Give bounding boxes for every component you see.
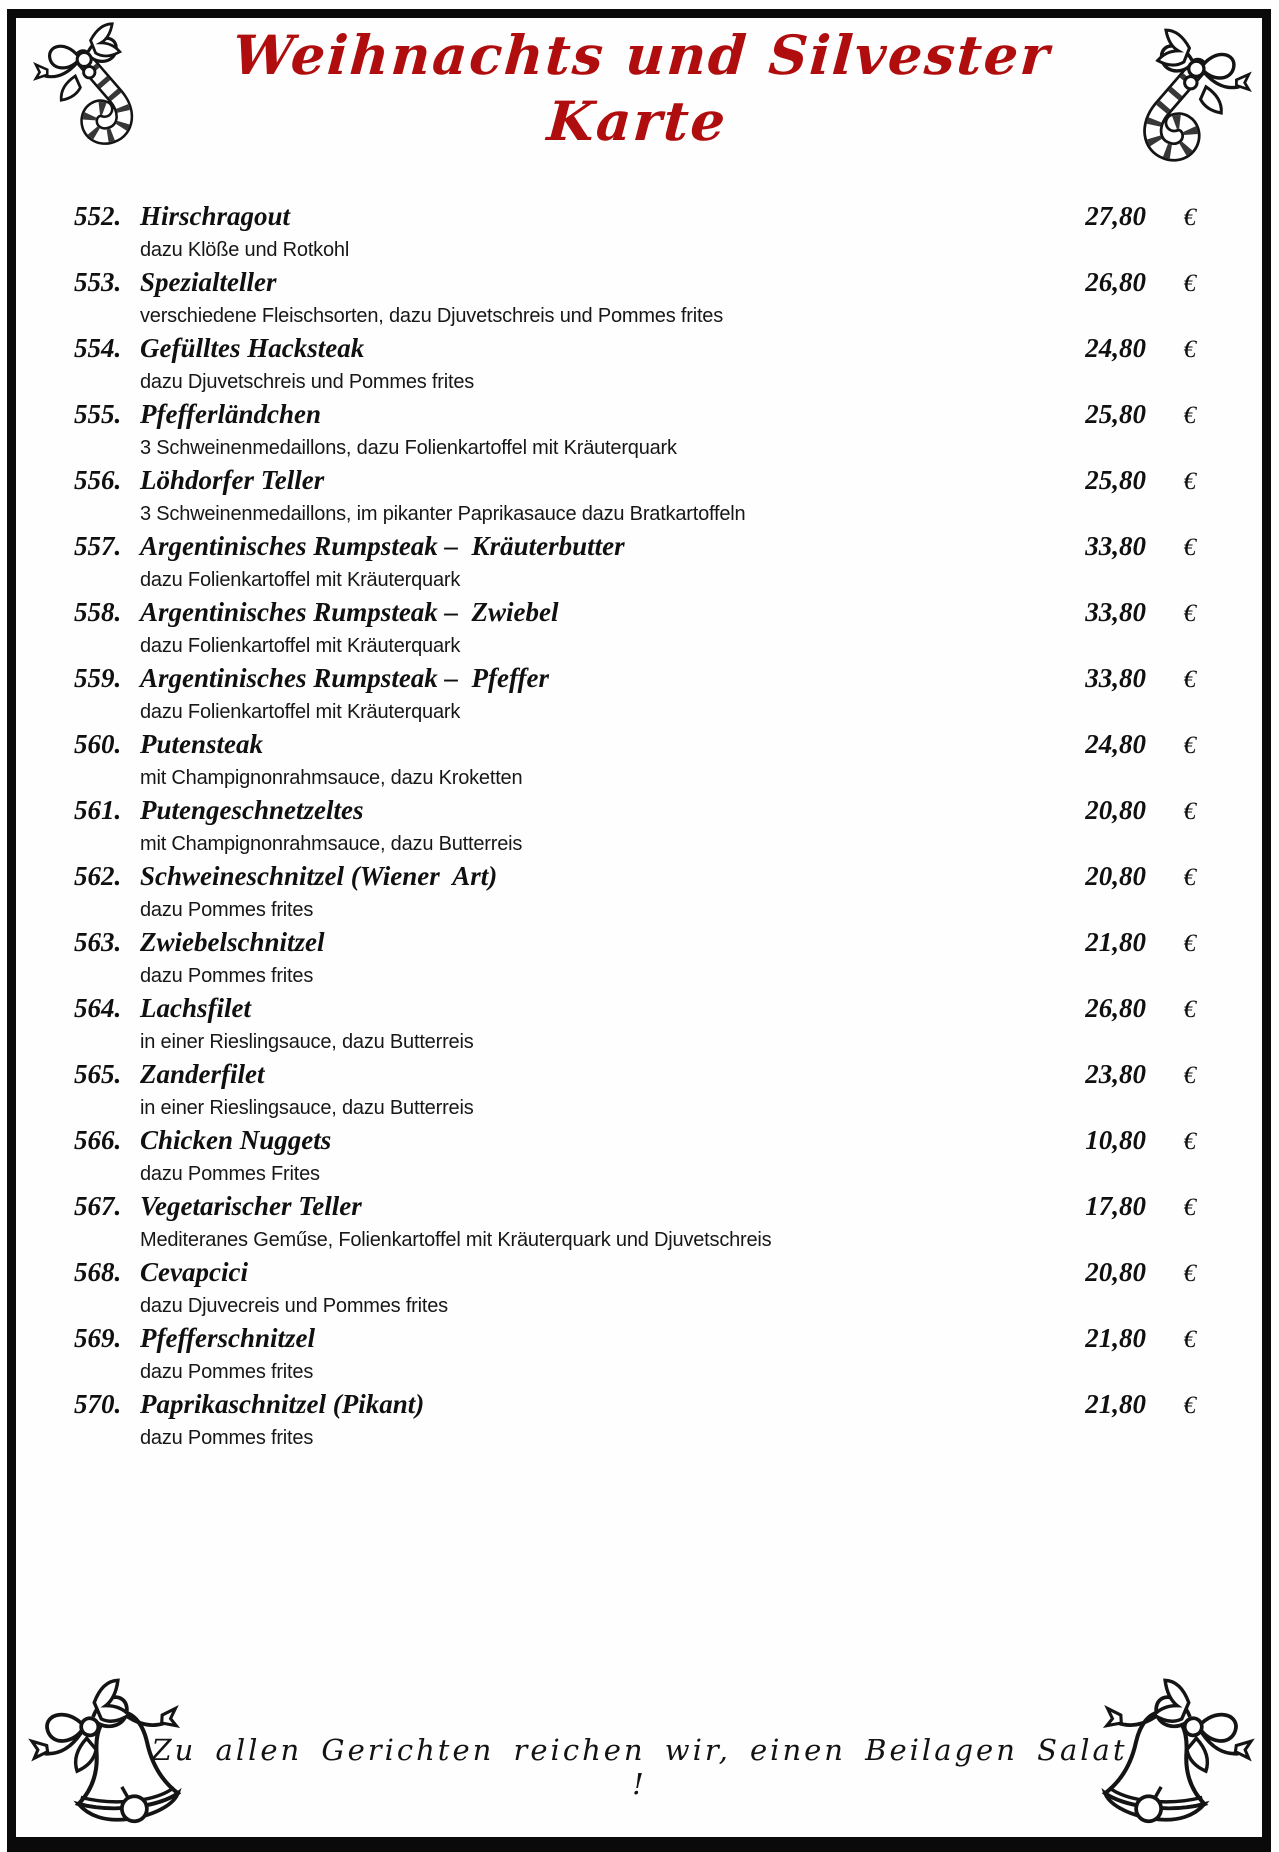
euro-sign: € [1183, 600, 1196, 627]
euro-sign: € [1183, 1128, 1196, 1155]
bell-icon [1068, 1678, 1263, 1834]
item-number: 570. [74, 1389, 122, 1419]
item-number: 556. [74, 465, 122, 495]
euro-sign: € [1183, 204, 1196, 231]
menu-item [74, 398, 1196, 464]
item-description: dazu Djuvetschreis und Pommes frites [140, 371, 475, 393]
item-name: Spezialteller [140, 267, 277, 297]
item-number: 561. [74, 795, 122, 825]
item-description: dazu Pommes frites [140, 1361, 314, 1383]
menu-item [74, 266, 1196, 332]
item-description: in einer Rieslingsauce, dazu Butterreis [140, 1097, 474, 1119]
menu-item [74, 1058, 1196, 1124]
item-price: 21,80 [1085, 927, 1146, 957]
menu-item [74, 794, 1196, 860]
euro-sign: € [1183, 468, 1196, 495]
menu-item [74, 1190, 1196, 1256]
item-price: 17,80 [1085, 1191, 1146, 1221]
item-name: Zwiebelschnitzel [140, 927, 325, 957]
item-number: 565. [74, 1059, 122, 1089]
item-number: 557. [74, 531, 122, 561]
item-number: 558. [74, 597, 122, 627]
item-name: Argentinisches Rumpsteak – Pfeffer [140, 663, 550, 693]
item-number: 566. [74, 1125, 122, 1155]
item-name: Gefülltes Hacksteak [140, 333, 365, 363]
euro-sign: € [1183, 1260, 1196, 1287]
menu-item [74, 1388, 1196, 1454]
item-name: Argentinisches Rumpsteak – Zwiebel [140, 597, 559, 627]
item-number: 564. [74, 993, 122, 1023]
euro-sign: € [1183, 798, 1196, 825]
item-description: dazu Folienkartoffel mit Kräuterquark [140, 701, 461, 723]
item-description: 3 Schweinenmedaillons, im pikanter Paprikasauce dazu Bratkartoffeln [140, 503, 746, 525]
item-number: 562. [74, 861, 122, 891]
item-name: Chicken Nuggets [140, 1125, 332, 1155]
item-description: dazu Klöße und Rotkohl [140, 239, 350, 261]
menu-item [74, 530, 1196, 596]
menu-item [74, 1124, 1196, 1190]
euro-sign: € [1183, 1392, 1196, 1419]
item-name: Pfefferländchen [140, 399, 321, 429]
item-description: dazu Folienkartoffel mit Kräuterquark [140, 569, 461, 591]
item-description: 3 Schweinenmedaillons, dazu Folienkartoffel mit Kräuterquark [140, 437, 677, 459]
item-name: Löhdorfer Teller [140, 465, 325, 495]
item-number: 563. [74, 927, 122, 957]
euro-sign: € [1183, 1194, 1196, 1221]
menu-item [74, 992, 1196, 1058]
euro-sign: € [1183, 336, 1196, 363]
item-name: Lachsfilet [140, 993, 251, 1023]
menu-item [74, 464, 1196, 530]
item-price: 25,80 [1085, 465, 1146, 495]
item-price: 27,80 [1085, 201, 1146, 231]
euro-sign: € [1183, 534, 1196, 561]
euro-sign: € [1183, 864, 1196, 891]
bell-icon [20, 1678, 215, 1834]
menu-item [74, 596, 1196, 662]
item-name: Putengeschnetzeltes [140, 795, 364, 825]
item-name: Hirschragout [140, 201, 291, 231]
item-name: Pfefferschnitzel [140, 1323, 315, 1353]
page-title: Weihnachts und Silvester Karte [230, 23, 1053, 153]
item-price: 25,80 [1085, 399, 1146, 429]
item-description: dazu Pommes frites [140, 965, 314, 987]
item-number: 568. [74, 1257, 122, 1287]
item-name: Cevapcici [140, 1257, 248, 1287]
menu-item [74, 662, 1196, 728]
item-price: 26,80 [1085, 993, 1146, 1023]
item-description: in einer Rieslingsauce, dazu Butterreis [140, 1031, 474, 1053]
euro-sign: € [1183, 270, 1196, 297]
item-price: 20,80 [1085, 795, 1146, 825]
item-description: Mediteranes Geműse, Folienkartoffel mit Kräuterquark und Djuvetschreis [140, 1229, 772, 1251]
euro-sign: € [1183, 1326, 1196, 1353]
item-name: Zanderfilet [140, 1059, 265, 1089]
item-number: 552. [74, 201, 122, 231]
item-number: 560. [74, 729, 122, 759]
menu-item [74, 1256, 1196, 1322]
item-name: Paprikaschnitzel (Pikant) [140, 1389, 425, 1419]
item-number: 569. [74, 1323, 122, 1353]
item-name: Schweineschnitzel (Wiener Art) [140, 861, 498, 891]
item-description: mit Champignonrahmsauce, dazu Butterreis [140, 833, 523, 855]
euro-sign: € [1183, 996, 1196, 1023]
item-price: 33,80 [1085, 597, 1146, 627]
footer-note: Zu allen Gerichten reichen wir, einen Beilagen Salat ! [151, 1733, 1128, 1801]
item-number: 567. [74, 1191, 122, 1221]
item-description: mit Champignonrahmsauce, dazu Kroketten [140, 767, 523, 789]
euro-sign: € [1183, 930, 1196, 957]
item-price: 10,80 [1085, 1125, 1146, 1155]
item-description: dazu Pommes Frites [140, 1163, 320, 1185]
item-price: 21,80 [1085, 1389, 1146, 1419]
item-number: 555. [74, 399, 122, 429]
item-description: dazu Pommes frites [140, 1427, 314, 1449]
item-description: dazu Pommes frites [140, 899, 314, 921]
candy-cane-icon [1098, 26, 1256, 178]
menu-item [74, 728, 1196, 794]
item-price: 33,80 [1085, 663, 1146, 693]
euro-sign: € [1183, 732, 1196, 759]
item-number: 554. [74, 333, 122, 363]
item-name: Vegetarischer Teller [140, 1191, 362, 1221]
menu-item [74, 860, 1196, 926]
item-description: dazu Folienkartoffel mit Kräuterquark [140, 635, 461, 657]
item-number: 553. [74, 267, 122, 297]
item-price: 24,80 [1085, 729, 1146, 759]
item-description: dazu Djuvecreis und Pommes frites [140, 1295, 448, 1317]
candy-cane-icon [26, 20, 178, 160]
euro-sign: € [1183, 666, 1196, 693]
item-price: 20,80 [1085, 1257, 1146, 1287]
menu-item [74, 200, 1196, 266]
item-name: Putensteak [140, 729, 264, 759]
item-price: 20,80 [1085, 861, 1146, 891]
menu-item [74, 332, 1196, 398]
item-price: 23,80 [1085, 1059, 1146, 1089]
item-price: 33,80 [1085, 531, 1146, 561]
item-price: 26,80 [1085, 267, 1146, 297]
menu-item [74, 926, 1196, 992]
item-number: 559. [74, 663, 122, 693]
item-price: 21,80 [1085, 1323, 1146, 1353]
item-description: verschiedene Fleischsorten, dazu Djuvetschreis und Pommes frites [140, 305, 724, 327]
item-name: Argentinisches Rumpsteak – Kräuterbutter [140, 531, 625, 561]
euro-sign: € [1183, 402, 1196, 429]
menu-item [74, 1322, 1196, 1388]
menu-list [74, 200, 1196, 1454]
item-price: 24,80 [1085, 333, 1146, 363]
euro-sign: € [1183, 1062, 1196, 1089]
